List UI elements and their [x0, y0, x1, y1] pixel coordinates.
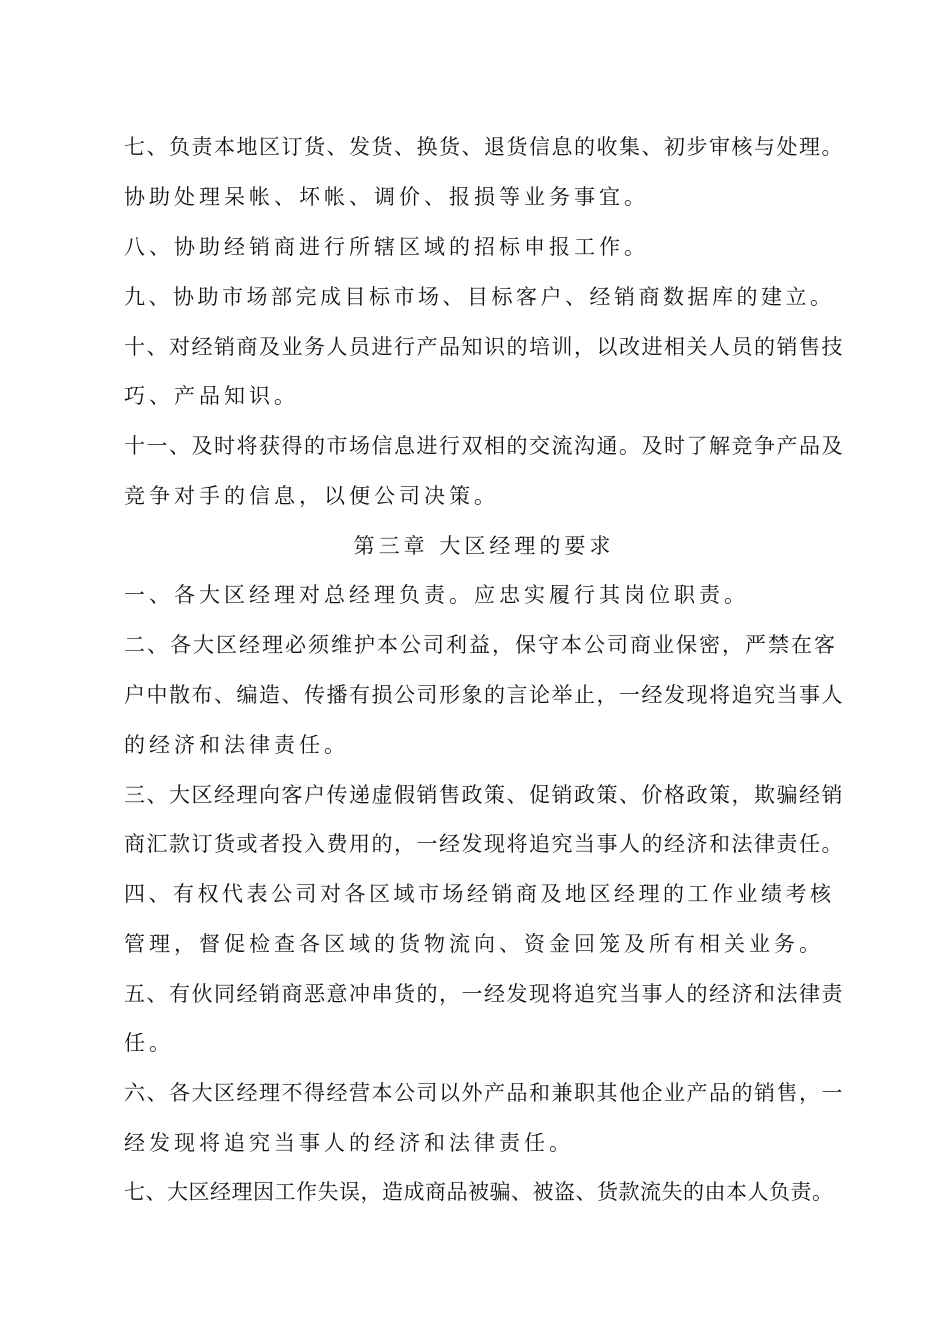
text-line: 七、负责本地区订货、发货、换货、退货信息的收集、初步审核与处理。: [124, 135, 844, 159]
text-line: 管理，督促检查各区域的货物流向、资金回笼及所有相关业务。: [124, 932, 824, 956]
chapter-heading: 第三章 大区经理的要求: [353, 534, 615, 558]
text-line: 二、各大区经理必须维护本公司利益，保守本公司商业保密，严禁在客: [124, 633, 837, 657]
text-line: 巧、产品知识。: [124, 384, 299, 408]
text-line: 八、协助经销商进行所辖区域的招标申报工作。: [124, 235, 649, 259]
text-line: 协助处理呆帐、坏帐、调价、报损等业务事宜。: [124, 185, 649, 209]
text-line: 七、大区经理因工作失误，造成商品被骗、被盗、货款流失的由本人负责。: [124, 1180, 834, 1204]
text-line: 的经济和法律责任。: [124, 733, 349, 757]
text-line: 四、有权代表公司对各区域市场经销商及地区经理的工作业绩考核: [124, 882, 835, 906]
text-line: 任。: [124, 1031, 174, 1055]
text-line: 十、对经销商及业务人员进行产品知识的培训，以改进相关人员的销售技: [124, 335, 844, 359]
text-line: 十一、及时将获得的市场信息进行双相的交流沟通。及时了解竞争产品及: [124, 434, 844, 458]
text-line: 经发现将追究当事人的经济和法律责任。: [124, 1131, 574, 1155]
text-line: 五、有伙同经销商恶意冲串货的，一经发现将追究当事人的经济和法律责: [124, 982, 844, 1006]
text-line: 九、协助市场部完成目标市场、目标客户、经销商数据库的建立。: [124, 285, 835, 309]
text-line: 商汇款订货或者投入费用的，一经发现将追究当事人的经济和法律责任。: [124, 832, 844, 856]
text-line: 六、各大区经理不得经营本公司以外产品和兼职其他企业产品的销售，一: [124, 1081, 844, 1105]
text-line: 竞争对手的信息，以便公司决策。: [124, 484, 499, 508]
text-line: 三、大区经理向客户传递虚假销售政策、促销政策、价格政策，欺骗经销: [124, 783, 844, 807]
text-line: 户中散布、编造、传播有损公司形象的言论举止，一经发现将追究当事人: [124, 683, 844, 707]
text-line: 一、各大区经理对总经理负责。应忠实履行其岗位职责。: [124, 583, 749, 607]
